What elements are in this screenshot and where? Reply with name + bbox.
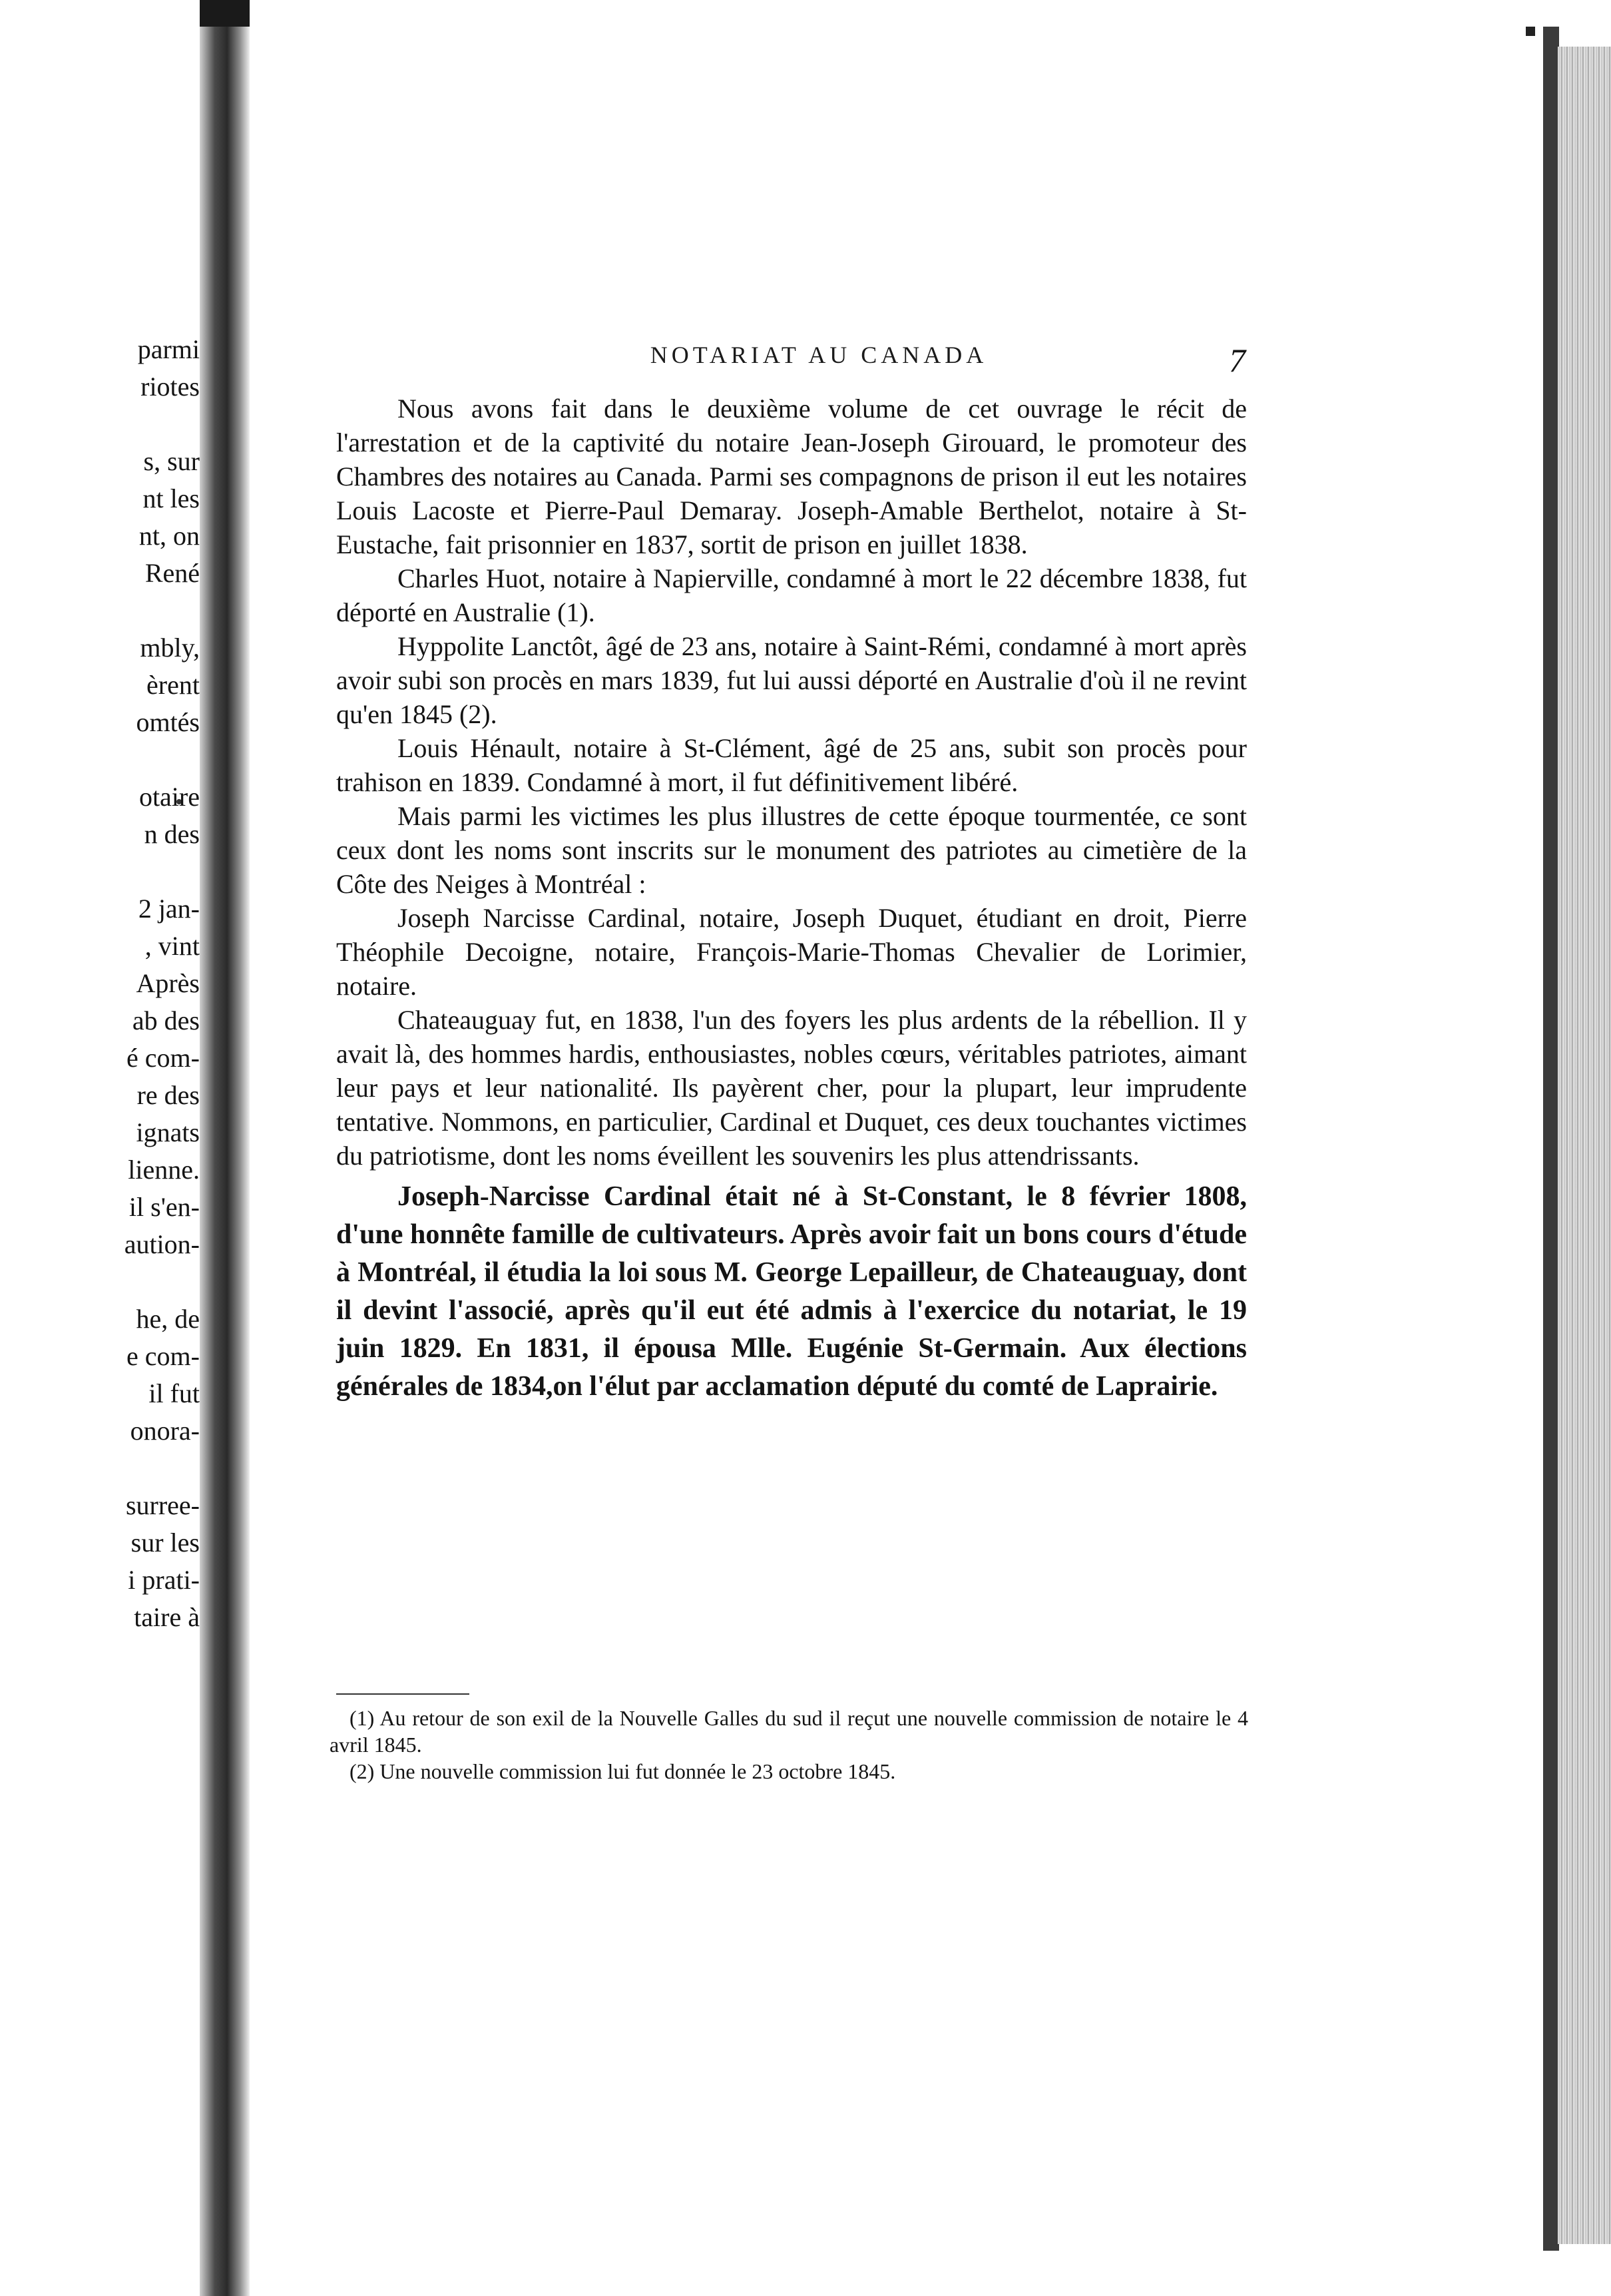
previous-page-line: sur les: [130, 1528, 200, 1558]
previous-page-line: riotes: [140, 372, 200, 402]
previous-page-line: , vint: [144, 931, 200, 961]
paragraph: Charles Huot, notaire à Napierville, condamné à mort le 22 décembre 1838, fut déporté en Australie (1).: [336, 563, 1247, 627]
previous-page-line: René: [144, 558, 200, 588]
previous-page-line: e com-: [126, 1341, 200, 1371]
previous-page-line: onora-: [130, 1416, 200, 1446]
paragraph: Joseph Narcisse Cardinal, notaire, Joseph Duquet, étudiant en droit, Pierre Théophile Decoigne, notaire, François-Marie-Thomas Chevalier de Lorimier, notaire.: [336, 903, 1247, 1001]
footnote-rule: [336, 1693, 469, 1695]
previous-page-line: lienne.: [128, 1155, 200, 1185]
previous-page-line: s, sur: [143, 446, 200, 476]
previous-page-line: mbly,: [140, 633, 200, 663]
running-header: NOTARIAT AU CANADA: [650, 342, 988, 368]
previous-page-line: aution-: [124, 1229, 200, 1259]
book-gutter: [200, 0, 250, 2296]
paragraph: Chateauguay fut, en 1838, l'un des foyers les plus ardents de la rébellion. Il y avait là, des hommes hardis, enthousiastes, nobles cœurs, véritables patriotes, aimant leur pays et leur nationalité. Ils payèrent cher, pour la plupart, leur imprudente tentative. Nommons, en particulier, Cardinal et Duquet, ces deux touchantes victimes du patriotisme, dont les noms éveillent les souvenirs les plus attendrissants.: [336, 1005, 1247, 1171]
page-body: [336, 392, 1247, 1406]
previous-page-line: é com-: [126, 1043, 200, 1073]
previous-page-line: 2 jan-: [138, 894, 200, 924]
previous-page-line: i prati-: [128, 1565, 200, 1595]
previous-page-line: Après: [136, 968, 200, 998]
paragraph: Mais parmi les victimes les plus illustres de cette époque tourmentée, ce sont ceux dont les noms sont inscrits sur le monument des patriotes au cimetière de la Côte des Neiges à Montréal :: [336, 801, 1247, 899]
previous-page-line: ignats: [136, 1117, 200, 1147]
previous-page-line: èrent: [146, 670, 200, 700]
footnote: (2) Une nouvelle commission lui fut donnée le 23 octobre 1845.: [349, 1759, 896, 1783]
footnote: (1) Au retour de son exil de la Nouvelle Galles du sud il reçut une nouvelle commission de notaire le 4 avril 1845.: [330, 1706, 1248, 1757]
page-stack-edge: [1558, 47, 1611, 2244]
previous-page-line: re des: [136, 1080, 200, 1110]
paragraph: Louis Hénault, notaire à St-Clément, âgé de 25 ans, subit son procès pour trahison en 1839. Condamné à mort, il fut définitivement libéré.: [336, 733, 1247, 797]
previous-page-fragment: [0, 0, 200, 2296]
previous-page-line: nt les: [142, 483, 200, 513]
paragraph: Nous avons fait dans le deuxième volume de cet ouvrage le récit de l'arrestation et de la captivité du notaire Jean-Joseph Girouard, le promoteur des Chambres des notaires au Canada. Parmi ses compagnons de prison il eut les notaires Louis Lacoste et Pierre-Paul Demaray. Joseph-Amable Berthelot, notaire à St-Eustache, fait prisonnier en 1837, sortit de prison en juillet 1838.: [336, 394, 1247, 559]
paragraph: Hyppolite Lanctôt, âgé de 23 ans, notaire à Saint-Rémi, condamné à mort après avoir subi son procès en mars 1839, fut lui aussi déporté en Australie d'où il ne revint qu'en 1845 (2).: [336, 631, 1247, 729]
previous-page-line: nt, on: [138, 521, 200, 551]
page-number: 7: [1229, 342, 1246, 379]
previous-page-line: ab des: [132, 1005, 200, 1035]
footnotes: [330, 1705, 1248, 1785]
previous-page-line: n des: [144, 819, 200, 849]
previous-page-line: il s'en-: [128, 1192, 200, 1222]
previous-page-line: otaire: [138, 782, 200, 812]
scan-mark: [1526, 27, 1535, 36]
previous-page-line: il fut: [148, 1378, 200, 1408]
previous-page-line: surree-: [125, 1490, 200, 1520]
paragraph: Joseph-Narcisse Cardinal était né à St-Constant, le 8 février 1808, d'une honnête famille de cultivateurs. Après avoir fait un bons cours d'étude à Montréal, il étudia la loi sous M. George Lepailleur, de Chateauguay, dont il devint l'associé, après qu'il eut été admis à l'exercice du notariat, le 19 juin 1829. En 1831, il épousa Mlle. Eugénie St-Germain. Aux élections générales de 1834,on l'élut par acclamation député du comté de Laprairie.: [336, 1181, 1247, 1402]
previous-page-line: omtés: [136, 707, 200, 737]
page-edge-shadow: [1543, 27, 1559, 2251]
previous-page-line: he, de: [136, 1304, 200, 1334]
previous-page-line: taire à: [134, 1602, 200, 1632]
gutter-shadow: [200, 0, 250, 27]
previous-page-line: parmi: [137, 334, 200, 364]
